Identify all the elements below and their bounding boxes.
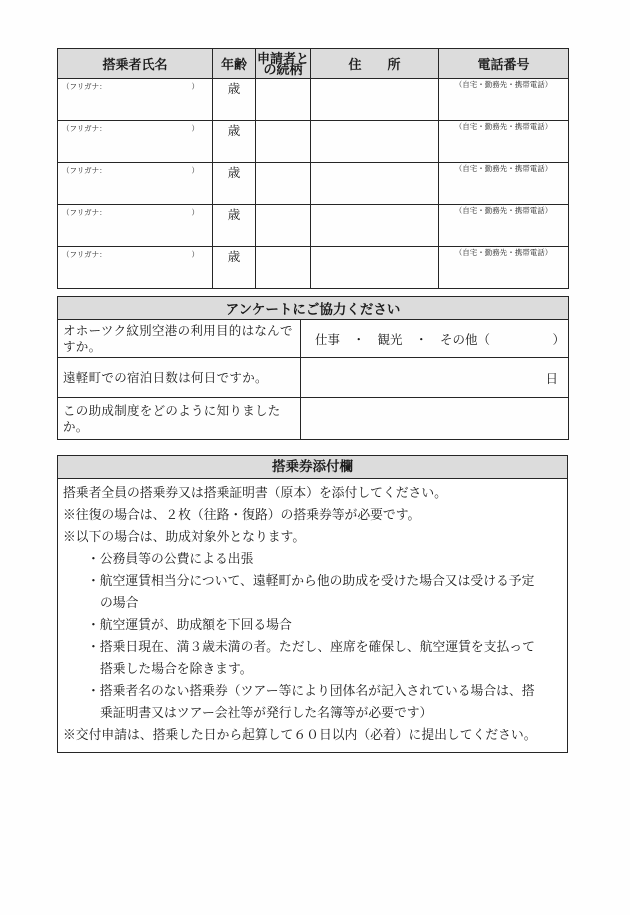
attachment-notes xyxy=(58,479,567,752)
survey-answer: 日 xyxy=(301,358,569,398)
note-line: ・公務員等の公費による出張 xyxy=(87,552,254,566)
relation-cell xyxy=(256,79,311,121)
age-cell: 歳 xyxy=(213,247,256,289)
survey-question: 遠軽町での宿泊日数は何日ですか。 xyxy=(58,358,301,398)
note-line: ・航空運賃相当分について、遠軽町から他の助成を受けた場合又は受ける予定 xyxy=(87,574,535,588)
header-address: 住 所 xyxy=(311,49,439,79)
note-line: ・航空運賃が、助成額を下回る場合 xyxy=(87,618,292,632)
survey-row-1 xyxy=(58,320,569,358)
passenger-row-1 xyxy=(58,79,569,121)
name-cell xyxy=(58,121,213,163)
address-cell xyxy=(311,247,439,289)
note-line: ・搭乗日現在、満３歳未満の者。ただし、座席を確保し、航空運賃を支払って xyxy=(87,640,535,654)
survey-question: オホーツク紋別空港の利用目的はなんですか。 xyxy=(58,320,301,358)
furigana-label xyxy=(58,121,212,134)
survey-title: アンケートにご協力ください xyxy=(58,297,569,320)
note-line: ・搭乗者名のない搭乗券（ツアー等により団体名が記入されている場合は、搭 xyxy=(87,684,535,698)
passenger-row-4 xyxy=(58,205,569,247)
name-cell xyxy=(58,79,213,121)
header-relation-line2: の続柄 xyxy=(263,61,303,77)
address-cell xyxy=(311,163,439,205)
header-relation xyxy=(256,49,311,79)
address-cell xyxy=(311,79,439,121)
survey-row-2 xyxy=(58,358,569,398)
name-cell xyxy=(58,163,213,205)
furigana-close: ） xyxy=(191,124,199,133)
furigana-label xyxy=(58,79,212,92)
passenger-row-5 xyxy=(58,247,569,289)
attachment-title: 搭乗券添付欄 xyxy=(58,456,567,479)
name-cell xyxy=(58,205,213,247)
phone-cell: （自宅・勤務先・携帯電話） xyxy=(439,79,569,121)
furigana-label xyxy=(58,247,212,260)
note-line: の場合 xyxy=(100,596,139,610)
phone-cell: （自宅・勤務先・携帯電話） xyxy=(439,163,569,205)
relation-cell xyxy=(256,163,311,205)
note-line: 乗証明書又はツアー会社等が発行した名簿等が必要です） xyxy=(100,706,433,720)
survey-answer xyxy=(301,398,569,440)
age-cell: 歳 xyxy=(213,121,256,163)
relation-cell xyxy=(256,121,311,163)
furigana-close: ） xyxy=(191,166,199,175)
note-line: ※交付申請は、搭乗した日から起算して６０日以内（必着）に提出してください。 xyxy=(63,728,537,742)
note-line: ※往復の場合は、２枚（往路・復路）の搭乗券等が必要です。 xyxy=(63,508,421,522)
age-cell: 歳 xyxy=(213,205,256,247)
address-cell xyxy=(311,205,439,247)
furigana-open: （フリガナ： xyxy=(62,208,107,217)
attachment-section xyxy=(57,455,568,753)
note-line: 搭乗した場合を除きます。 xyxy=(100,662,253,676)
name-cell xyxy=(58,247,213,289)
furigana-label xyxy=(58,205,212,218)
furigana-open: （フリガナ： xyxy=(62,250,107,259)
note-line: ※以下の場合は、助成対象外となります。 xyxy=(63,530,306,544)
address-cell xyxy=(311,121,439,163)
furigana-close: ） xyxy=(191,208,199,217)
furigana-close: ） xyxy=(191,250,199,259)
relation-cell xyxy=(256,247,311,289)
header-phone: 電話番号 xyxy=(439,49,569,79)
phone-cell: （自宅・勤務先・携帯電話） xyxy=(439,247,569,289)
survey-row-3 xyxy=(58,398,569,440)
phone-cell: （自宅・勤務先・携帯電話） xyxy=(439,205,569,247)
age-cell: 歳 xyxy=(213,163,256,205)
furigana-open: （フリガナ： xyxy=(62,124,107,133)
passenger-table xyxy=(57,48,569,289)
passenger-row-2 xyxy=(58,121,569,163)
survey-question: この助成制度をどのように知りましたか。 xyxy=(58,398,301,440)
relation-cell xyxy=(256,205,311,247)
survey-table xyxy=(57,296,569,440)
furigana-label xyxy=(58,163,212,176)
age-cell: 歳 xyxy=(213,79,256,121)
survey-header-row xyxy=(58,297,569,320)
header-passenger-name: 搭乗者氏名 xyxy=(58,49,213,79)
furigana-close: ） xyxy=(191,82,199,91)
header-age: 年齢 xyxy=(213,49,256,79)
furigana-open: （フリガナ： xyxy=(62,166,107,175)
phone-cell: （自宅・勤務先・携帯電話） xyxy=(439,121,569,163)
survey-answer: 仕事 ・ 観光 ・ その他（ ） xyxy=(301,320,569,358)
header-relation-line1: 申請者と xyxy=(256,50,309,66)
passenger-table-header-row xyxy=(58,49,569,79)
furigana-open: （フリガナ： xyxy=(62,82,107,91)
passenger-row-3 xyxy=(58,163,569,205)
note-line: 搭乗者全員の搭乗券又は搭乗証明書（原本）を添付してください。 xyxy=(63,486,447,500)
